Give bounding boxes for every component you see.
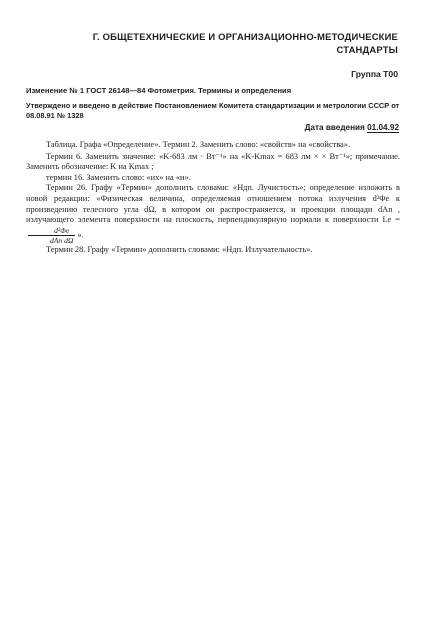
- approval-statement: Утверждено и введено в действие Постановлением Комитета стандартизации и метрологии СССР от 08.08.91 № 1328: [26, 101, 400, 120]
- section-header: [60, 30, 398, 56]
- section-header-line2: СТАНДАРТЫ: [336, 44, 398, 55]
- paragraph-term-6: Термин 6. Заменить значение: «K-683 лм · Вт⁻¹» на «K-Kmax = 683 лм × × Вт⁻¹»; примечание. Заменить обозначение: K на Kmax ;: [26, 151, 400, 172]
- change-title: Изменение № 1 ГОСТ 26148—84 Фотометрия. Термины и определения: [26, 86, 292, 95]
- formula-numerator: d²Φe: [28, 226, 75, 236]
- effective-date-value: 01.04.92: [367, 123, 399, 132]
- radiance-formula: [28, 226, 75, 245]
- formula-denominator: dAn dΩ: [50, 235, 74, 245]
- effective-date: [305, 123, 399, 132]
- document-body: [26, 140, 400, 255]
- paragraph-term-16: термин 16. Заменить слово: «их» на «и».: [46, 172, 191, 182]
- term-26-text: Термин 26. Графу «Термин» дополнить словами: «Ндп. Лучистость»; определение изложить в новой редакции: «Физическая величина, определяемая отношением потока излучения d²Φe к произведению телесного угла dΩ, в котором он распространяется, и проекции площади dAn , излучающего элемента поверхности на плоскость, перпендикулярную нормали к поверхности Le =: [26, 183, 400, 225]
- term-26-end: ».: [77, 230, 84, 240]
- group-label: Группа Т00: [351, 69, 398, 79]
- paragraph-term-2: Таблица. Графа «Определение». Термин 2. Заменить слово: «свойств» на «свойства».: [46, 140, 351, 149]
- paragraph-term-28: Термин 28. Графу «Термин» дополнить словами: «Ндп. Излучательность».: [46, 244, 313, 254]
- paragraph-term-26: [26, 183, 400, 244]
- effective-date-label: Дата введения: [304, 123, 365, 132]
- section-header-line1: Г. ОБЩЕТЕХНИЧЕСКИЕ И ОРГАНИЗАЦИОННО-МЕТОДИЧЕСКИЕ: [92, 31, 398, 42]
